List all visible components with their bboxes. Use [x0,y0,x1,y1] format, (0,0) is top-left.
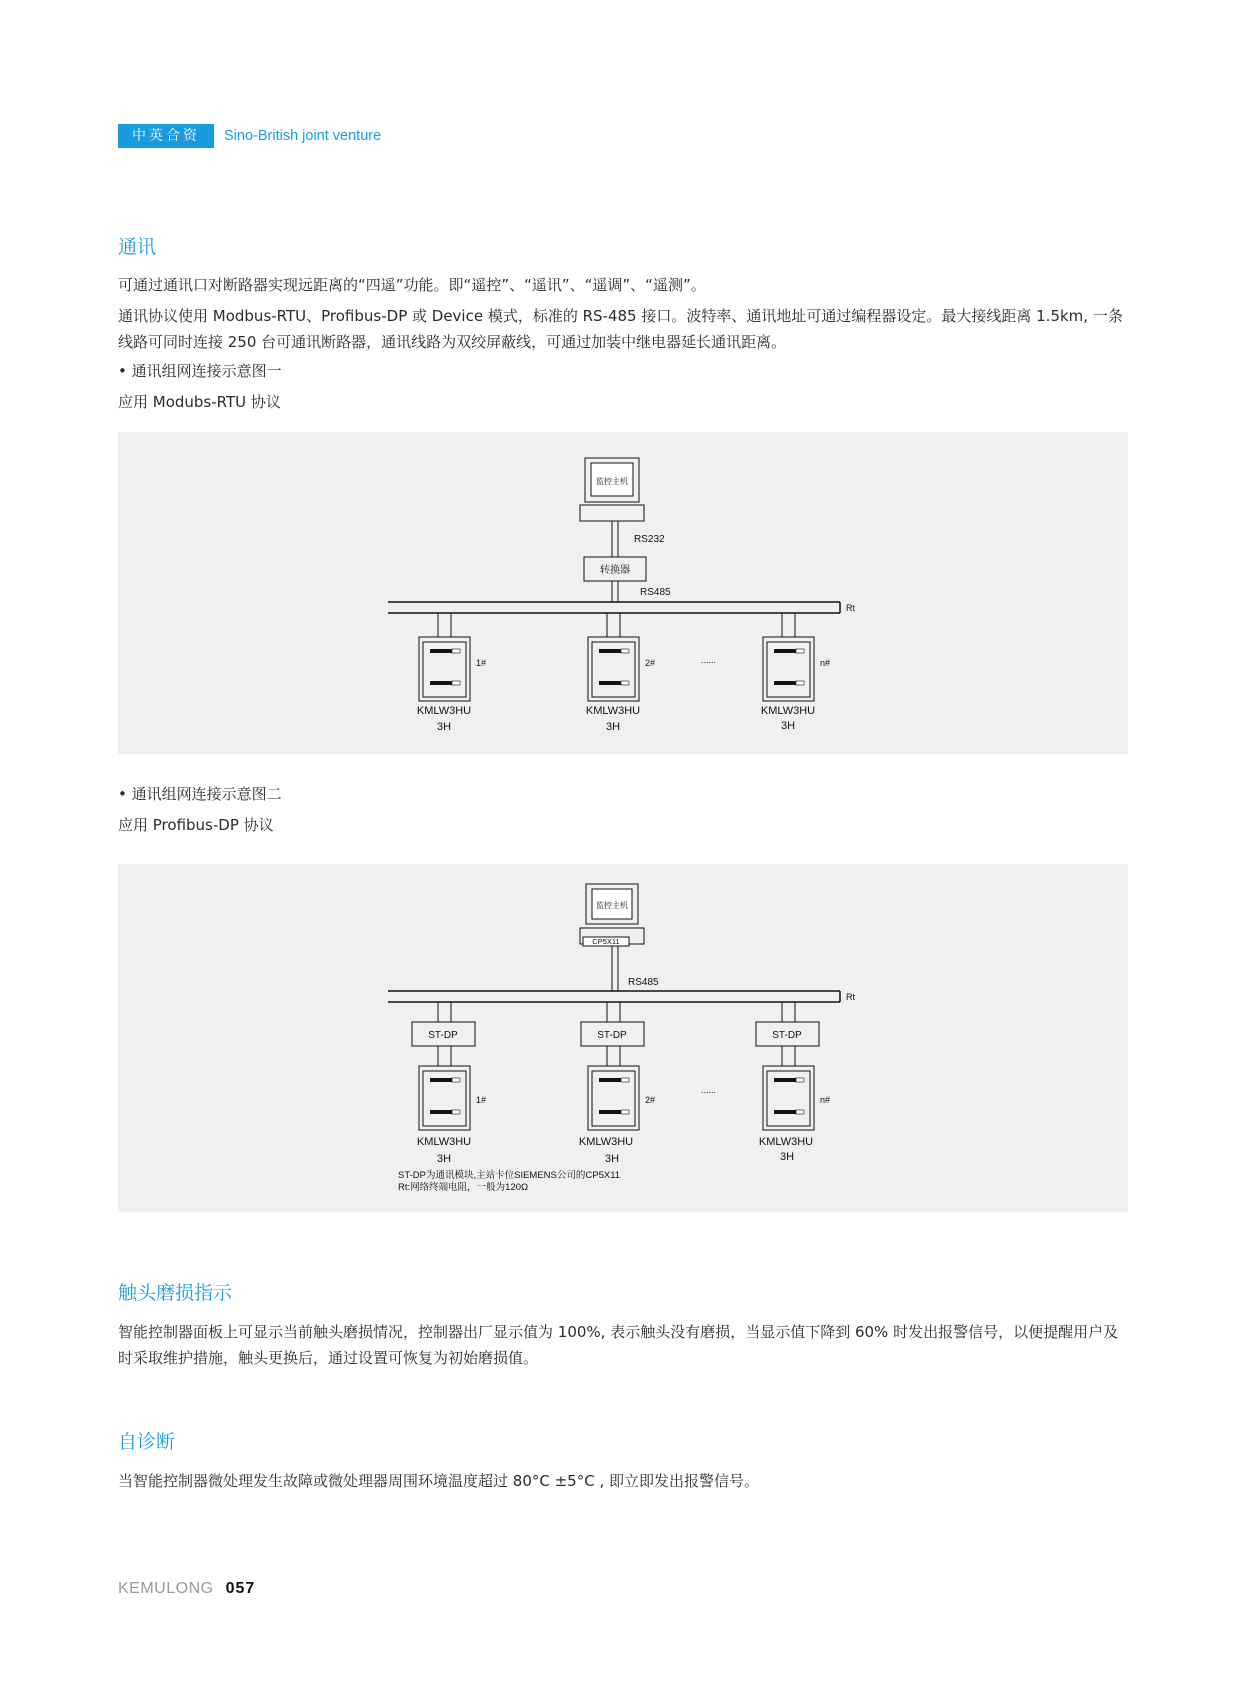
header-badge-en: Sino-British joint venture [224,128,382,144]
device-2-model: KMLW3HU [578,1136,634,1148]
page-footer [118,1580,255,1598]
host-label: 监控主机 [596,901,628,910]
rt-label: Rt [846,603,855,613]
ellipsis-dots: ...... [701,1085,717,1095]
st-dp-label-1: ST-DP [428,1030,458,1041]
device-1-num: 1# [476,658,487,668]
paragraph-comm-2: 通讯协议使用 Modbus-RTU、Profibus-DP 或 Device 模式，标准的 RS-485 接口。波特率、通讯地址可通过编程器设定。最大接线距离 1.5km, 一条线路可同时连接 250 台可通讯断路器，通讯线路为双绞屏蔽线，可通过加装中继电器延长通讯距离。 [118,307,1123,351]
cp5x11-label: CP5X11 [592,937,620,946]
footer-brand: KEMULONG [118,1580,214,1597]
paragraph-contact-wear: 智能控制器面板上可显示当前触头磨损情况，控制器出厂显示值为 100%, 表示触头没有磨损，当显示值下降到 60% 时发出报警信号，以便提醒用户及时采取维护措施，触头更换后，通过设置可恢复为初始磨损值。 [118,1323,1119,1367]
device-1-num: 1# [476,1095,487,1105]
device-2-num: 2# [645,1095,656,1105]
page-header [118,124,381,148]
device-2-icon [588,637,639,701]
diagram-panel-2 [118,864,1128,1212]
section-title-communication: 通讯 [118,236,157,258]
st-dp-label-n: ST-DP [772,1030,802,1041]
ellipsis-dots: ...... [701,655,717,665]
rs485-label: RS485 [628,977,659,988]
device-1-sub: 3H [436,1153,452,1165]
device-n-model: KMLW3HU [760,705,816,717]
device-1-sub: 3H [436,721,452,733]
device-2-model: KMLW3HU [585,705,641,717]
diagram-panel-1 [118,432,1128,754]
device-n-num: n# [820,658,831,668]
network-diagram-1 [118,432,1128,754]
paragraph-self-diagnosis: 当智能控制器微处理发生故障或微处理器周围环境温度超过 80°C ±5°C , 即立即发出报警信号。 [118,1472,759,1490]
device-n-icon [763,637,814,701]
device-2-icon [588,1066,639,1130]
rs232-label: RS232 [634,534,665,545]
device-1-model: KMLW3HU [416,1136,472,1148]
protocol-diagram-1: 应用 Modubs-RTU 协议 [118,393,281,411]
bullet-diagram-2: • 通讯组网连接示意图二 [118,785,282,803]
header-badge-cn: 中英合资 [118,124,214,148]
diagram-note-1: ST-DP为通讯模块,主站卡位SIEMENS公司的CP5X11 [398,1170,621,1181]
network-diagram-2 [118,864,1128,1212]
page-number: 057 [225,1580,256,1597]
protocol-diagram-2: 应用 Profibus-DP 协议 [118,816,274,834]
rt-label: Rt [846,992,855,1002]
host-base [580,505,644,521]
device-2-sub: 3H [605,721,621,733]
section-title-contact-wear: 触头磨损指示 [118,1282,233,1304]
converter-label: 转换器 [600,565,630,576]
device-1-icon [419,637,470,701]
section-title-self-diagnosis: 自诊断 [118,1431,176,1453]
device-n-icon [763,1066,814,1130]
rs485-label: RS485 [640,587,671,598]
device-2-num: 2# [645,658,656,668]
diagram-note-2: Rt:网络终端电阻，一般为120Ω [398,1182,529,1193]
device-n-num: n# [820,1095,831,1105]
device-2-sub: 3H [604,1153,620,1165]
device-n-model: KMLW3HU [758,1136,814,1148]
st-dp-label-2: ST-DP [597,1030,627,1041]
device-n-sub: 3H [779,1151,795,1163]
paragraph-comm-1: 可通过通讯口对断路器实现远距离的“四遥”功能。即“遥控”、“遥讯”、“遥调”、“遥测”。 [118,276,706,294]
device-1-icon [419,1066,470,1130]
device-n-sub: 3H [780,720,796,732]
device-1-model: KMLW3HU [416,705,472,717]
host-label: 监控主机 [596,477,628,486]
bullet-diagram-1: • 通讯组网连接示意图一 [118,362,282,380]
